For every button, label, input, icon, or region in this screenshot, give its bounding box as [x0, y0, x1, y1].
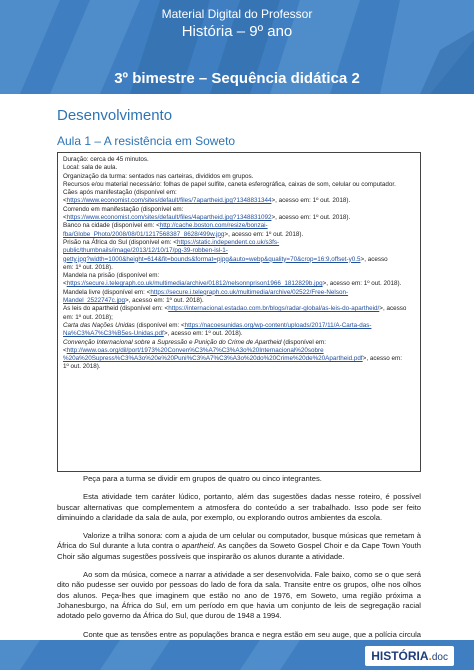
- resource-mandela-prison-source: <https://secure.i.telegraph.co.uk/multimedia/archive/01812/nelsonnprison1966_1812829b.jpg>, acesso em: 1º out. 2018).: [63, 280, 402, 288]
- resource-link[interactable]: Mandel_2522747c.jpg: [63, 297, 125, 305]
- lesson-body: [57, 474, 421, 658]
- resource-un-charter-cont: Na%C3%A7%C3%B5es-Unidas.pdf>, acesso em: 1º out. 2018).: [63, 330, 243, 338]
- resource-prison-cont2: getty.jpg?width=1000&height=614&fit=bounds&format=pjpg&auto=webp&quality=70&crop=16:9,offset-y0.5>, acesso: [63, 255, 388, 263]
- duration-line: Duração: cerca de 45 minutos.: [63, 156, 149, 163]
- resource-link[interactable]: http://cache.boston.com/resize/bonzai-: [159, 222, 268, 230]
- resource-link[interactable]: https://secure.i.telegraph.co.uk/multimedia/archive/01812/nelsonnprison1966_1812829b.jpg: [66, 280, 323, 288]
- header-subtitle: Material Digital do Professor: [161, 7, 313, 21]
- resource-convention-date: 1º out. 2018).: [63, 363, 101, 371]
- paragraph: Valorize a trilha sonora: com a ajuda de um celular ou computador, busque músicas que remetam à África do Sul durante a luta contra o apartheid. As canções da Soweto Gospel Choir e da Cape Town Youth Choir são algumas sugestões possíveis que inspirarão os alunos durante a atividade.: [57, 531, 421, 561]
- resource-link[interactable]: https://www.economist.com/sites/default/files/7apartheid.jpg?1348831344: [66, 197, 272, 205]
- section-title: Desenvolvimento: [57, 107, 173, 124]
- resource-un-charter: Carta das Nações Unidas (disponível em: <https://nacoesunidas.org/wp-content/uploads/2017/11/A-Carta-das-: [63, 321, 372, 329]
- resource-apartheid-laws: As leis do apartheid (disponível em: <https://internacional.estadao.com.br/blogs/radar-global/as-leis-do-apartheid/>, acesso em: 1º out. 2018);: [63, 305, 407, 321]
- resource-running-source: <https://www.economist.com/sites/default/files/4apartheid.jpg?1348831092>, acesso em: 1º out. 2018).: [63, 214, 351, 222]
- resource-link[interactable]: Na%C3%A7%C3%B5es-Unidas.pdf: [63, 330, 164, 338]
- paragraph: Ao som da música, comece a narrar a atividade a ser desenvolvida. Fale baixo, como se o que será dito não pudesse ser ouvido por pessoas do lado de fora da sala. Transite entre os grupos, olhe nos olhos dos alunos. Peça-lhes que imaginem que estão no ano de 1976, em Soweto, uma região próxima a Johanesburgo, na África do Sul, em um período em que havia um conjunto de leis de segregação racial adotado pelo governo da África do Sul, que durou de 1948 a 1994.: [57, 570, 421, 621]
- resource-bench-cont: fba/Globe_Photo/2008/08/01/1217568387_8628/499w.jpg>, acesso em: 1º out. 2018).: [63, 230, 304, 238]
- page-header-banner: [0, 0, 474, 94]
- resource-link[interactable]: http://www.oas.org/dil/port/1973%20Conven%C3%A7%C3%A3o%20Internacional%20sobre: [66, 346, 324, 354]
- header-grade: História – 9º ano: [181, 23, 293, 40]
- resource-dogs-source: <https://www.economist.com/sites/default/files/7apartheid.jpg?1348831344>, acesso em: 1º out. 2018).: [63, 197, 351, 205]
- organization-line: Organização da turma: sentados nas carteiras, divididos em grupos.: [63, 172, 254, 180]
- resource-link[interactable]: https://nacoesunidas.org/wp-content/uploads/2017/11/A-Carta-das-: [184, 321, 372, 329]
- header-sequence-title: 3º bimestre – Sequência didática 2: [114, 70, 360, 87]
- resource-prison: Prisão na África do Sul (disponível em: <https://static.independent.co.uk/s3fs-: [63, 238, 280, 246]
- location-line: Local: sala de aula.: [63, 164, 118, 172]
- lesson-info-box: [57, 152, 421, 472]
- resource-prison-date: em: 1º out. 2018).: [63, 263, 113, 271]
- resource-mandela-free-cont: Mandel_2522747c.jpg>, acesso em: 1º out. 2018).: [63, 297, 204, 305]
- resource-mandela-free: Mandela livre (disponível em: <https://secure.i.telegraph.co.uk/multimedia/archive/02522/Free-Nelson-: [63, 288, 349, 296]
- paragraph: Conte que as tensões entre as populações branca e negra estão em seu auge, que a polícia circula: [83, 629, 421, 639]
- resources-line: Recursos e/ou material necessário: folhas de papel sulfite, caneta esferográfica, caixas de som, celular ou computador.: [63, 180, 396, 188]
- historia-doc-logo: HISTÓRIA.doc: [365, 646, 454, 666]
- page-footer-banner: [0, 640, 474, 670]
- resource-link[interactable]: https://secure.i.telegraph.co.uk/multimedia/archive/02522/Free-Nelson-: [150, 288, 349, 296]
- resource-mandela-prison-label: Mandela na prisão (disponível em:: [63, 272, 160, 280]
- resource-link[interactable]: https://internacional.estadao.com.br/blogs/radar-global/as-leis-do-apartheid/: [168, 305, 380, 313]
- resource-link[interactable]: %20a%20Supress%C3%A3o%20e%20Puni%C3%A7%C3%A3o%20do%20Crime%20de%20Apartheid.pdf: [63, 355, 363, 363]
- resource-link[interactable]: https://static.independent.co.uk/s3fs-: [176, 238, 280, 246]
- paragraph: Esta atividade tem caráter lúdico, portanto, além das sugestões dadas nesse roteiro, é possível buscar alternativas que complementem a atmosfera do conteúdo a ser trabalhado. Isso pode ser feito diminuindo a claridade da sala de aula, por exemplo, ou explorando outros ambientes da escola.: [57, 492, 421, 522]
- lesson-title: Aula 1 – A resistência em Soweto: [57, 134, 236, 148]
- resource-convention-cont: %20a%20Supress%C3%A3o%20e%20Puni%C3%A7%C3%A3o%20do%20Crime%20de%20Apartheid.pdf>, acesso em:: [63, 355, 403, 363]
- resource-bench: Banco na cidade (disponível em: <http://cache.boston.com/resize/bonzai-: [63, 222, 268, 230]
- resource-prison-cont: [63, 247, 415, 255]
- resource-convention-source: <http://www.oas.org/dil/port/1973%20Conven%C3%A7%C3%A3o%20Internacional%20sobre: [63, 346, 324, 354]
- resource-running-label: Correndo em manifestação (disponível em:: [63, 205, 184, 213]
- paragraph: Peça para a turma se dividir em grupos de quatro ou cinco integrantes.: [83, 474, 322, 483]
- resource-dogs-label: Cães após manifestação (disponível em:: [63, 189, 177, 197]
- resource-link[interactable]: getty.jpg?width=1000&height=614&fit=bounds&format=pjpg&auto=webp&quality=70&crop=16:9,offset-y0.5: [63, 255, 361, 263]
- resource-link[interactable]: public/thumbnails/image/2013/12/10/17/pg-39-robben-isl-1-: [63, 247, 228, 255]
- resource-link[interactable]: fba/Globe_Photo/2008/08/01/1217568387_8628/499w.jpg: [63, 230, 225, 238]
- resource-link[interactable]: https://www.economist.com/sites/default/files/4apartheid.jpg?1348831092: [66, 214, 272, 222]
- resource-convention: Convenção Internacional sobre a Supressão e Punição do Crime de Apartheid (disponível em:: [63, 338, 326, 346]
